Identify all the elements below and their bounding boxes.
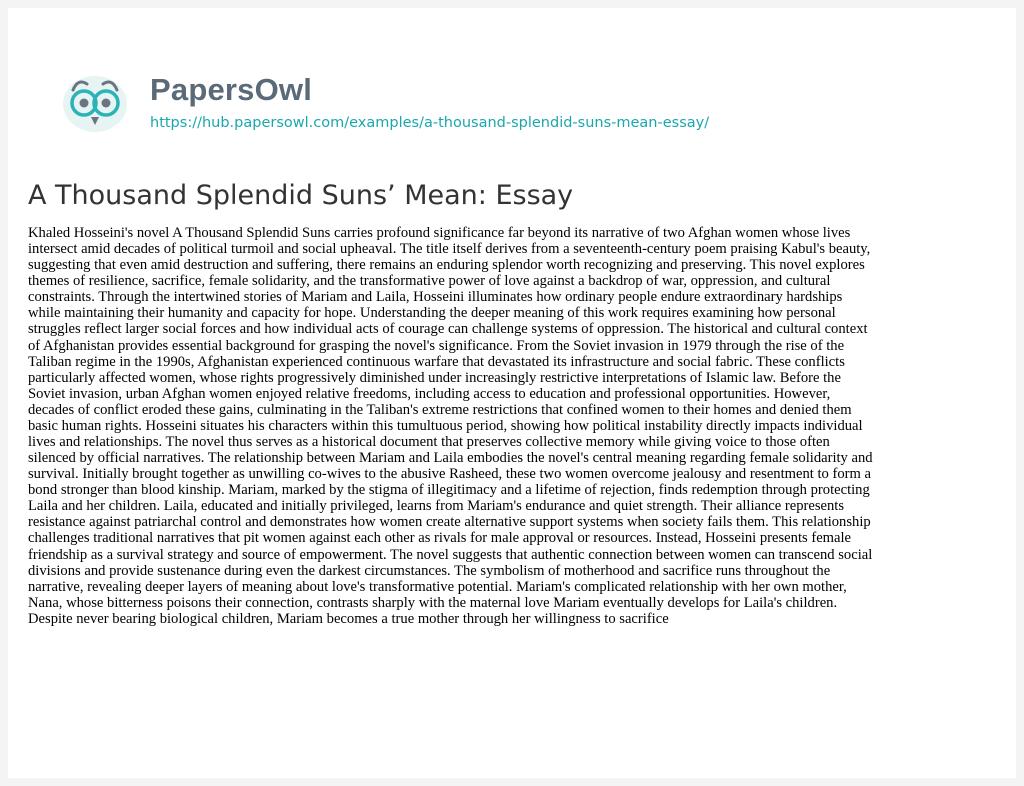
essay-page <box>8 8 1016 778</box>
brand-text <box>150 72 709 132</box>
source-url-link[interactable]: https://hub.papersowl.com/examples/a-thousand-splendid-suns-mean-essay/ <box>150 115 710 131</box>
essay-title: A Thousand Splendid Suns’ Mean: Essay <box>28 180 574 211</box>
brand-header <box>60 70 709 134</box>
brand-name[interactable]: PapersOwl <box>150 72 313 107</box>
owl-icon[interactable] <box>60 70 130 134</box>
essay-body: Khaled Hosseini's novel A Thousand Splendid Suns carries profound significance far beyond its narrative of two Afghan women whose lives intersect amid decades of political turmoil and social upheaval. The title itself derives from a seventeenth-century poem praising Kabul's beauty, suggesting that even amid destruction and suffering, there remains an enduring splendor worth recognizing and preserving. This novel explores themes of resilience, sacrifice, female solidarity, and the transformative power of love against a backdrop of war, oppression, and cultural constraints. Through the intertwined stories of Mariam and Laila, Hosseini illuminates how ordinary people endure extraordinary hardships while maintaining their humanity and capacity for hope. Understanding the deeper meaning of this work requires examining how personal struggles reflect larger social forces and how individual acts of courage can challenge systems of oppression. The historical and cultural context of Afghanistan provides essential background for grasping the novel's significance. From the Soviet invasion in 1979 through the rise of the Taliban regime in the 1990s, Afghanistan experienced continuous warfare that devastated its infrastructure and social fabric. These conflicts particularly affected women, whose rights progressively diminished under increasingly restrictive interpretations of Islamic law. Before the Soviet invasion, urban Afghan women enjoyed relative freedoms, including access to education and professional opportunities. However, decades of conflict eroded these gains, culminating in the Taliban's extreme restrictions that confined women to their homes and denied them basic human rights. Hosseini situates his characters within this tumultuous period, showing how political instability directly impacts individual lives and relationships. The novel thus serves as a historical document that preserves collective memory while giving voice to those often silenced by official narratives. The relationship between Mariam and Laila embodies the novel's central meaning regarding female solidarity and survival. Initially brought together as unwilling co-wives to the abusive Rasheed, these two women overcome jealousy and resentment to form a bond stronger than blood kinship. Mariam, marked by the stigma of illegitimacy and a lifetime of rejection, finds redemption through protecting Laila and her children. Laila, educated and initially privileged, learns from Mariam's endurance and quiet strength. Their alliance represents resistance against patriarchal control and demonstrates how women create alternative support systems when society fails them. This relationship challenges traditional narratives that pit women against each other as rivals for male approval or resources. Instead, Hosseini presents female friendship as a survival strategy and source of empowerment. The novel suggests that authentic connection between women can transcend social divisions and provide sustenance during even the darkest circumstances. The symbolism of motherhood and sacrifice runs throughout the narrative, revealing deeper layers of meaning about love's transformative potential. Mariam's complicated relationship with her own mother, Nana, whose bitterness poisons their connection, contrasts sharply with the maternal love Mariam eventually develops for Laila's children. Despite never bearing biological children, Mariam becomes a true mother through her willingness to sacrifice <box>28 225 873 627</box>
